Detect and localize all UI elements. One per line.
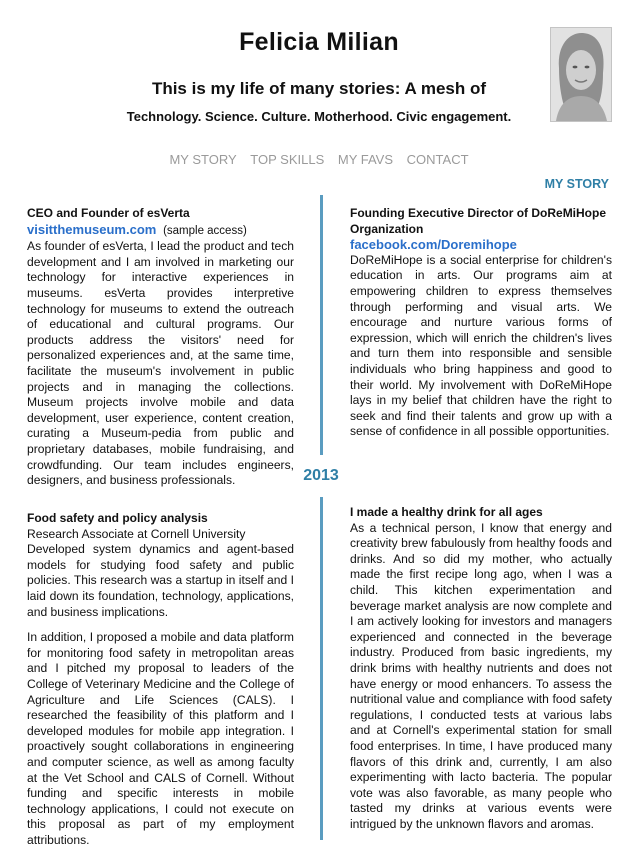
entry-healthy-drink	[350, 505, 612, 832]
timeline-line	[320, 195, 323, 840]
nav-my-story[interactable]: MY STORY	[169, 152, 237, 167]
entry-role: Research Associate at Cornell University	[27, 526, 246, 541]
main-nav	[0, 152, 638, 167]
timeline-year: 2013	[292, 455, 350, 497]
subtagline: Technology. Science. Culture. Motherhood. Civic engagement.	[126, 109, 512, 124]
entry-esverta	[27, 206, 294, 489]
entry-body: DoReMiHope is a social enterprise for children's education in arts. Our programs aim at empowering children to express themselves through performing and visual arts. We encourage and nurture various forms of expression, which will enrich the children's lives and turn them into responsible and sensible individuals who bring happiness and good to their world. My involvement with DoReMiHope lays in my belief that children have the right to seek and find their talents and grow up with a sense of confidence in all possible opportunities.	[350, 252, 612, 439]
entry-body: As founder of esVerta, I lead the product and tech development and I am involved in marketing our technology for interactive experiences in museums. esVerta provides interpretive technology for museums to extend the outreach of educational and cultural programs. Our products address the visitors' need for personalized experiences and, at the same time, facilitate the museum's involvement in public projects and in managing the collections. Museum projects involve mobile and data development, user experience, content creation, curating a Museum-pedia from public and proprietary databases, mobile fundraising, and crowdfunding. Our team includes engineers, designers, and business professionals.	[27, 239, 294, 488]
entry-doremihope	[350, 206, 612, 440]
entry-body: As a technical person, I know that energy and creativity brew fabulously from healthy foods and drinks. And so did my mother, who actually made the first recipe long ago, when I was a child. This kitchen experimentation and beverage market analysis are now complete and I am actively looking for investors and managers experienced and connected in the beverage industry. Produced from basic ingredients, my drink brims with healthy nutrients and does not have energy or mood enhancers. To assess the nutritional value and compliance with food safety regulations, I conducted tests at various labs and at Cornell's experimental station for small food enterprises. In time, I have produced many flavors of this drink and, currently, I am also experimenting with lacto bacteria. The popular vote was also favorable, as many people who tasted my drinks at various events were intrigued by the unknown flavors and aromas.	[350, 520, 612, 831]
entry-food-safety	[27, 511, 294, 848]
tagline: This is my life of many stories: A mesh of	[151, 79, 487, 98]
profile-name: Felicia Milian	[239, 28, 399, 56]
nav-my-favs[interactable]: MY FAVS	[337, 152, 394, 167]
nav-contact[interactable]: CONTACT	[406, 152, 469, 167]
section-label: MY STORY	[544, 177, 609, 191]
entry-body: Developed system dynamics and agent-based models for studying food safety and public policies. This research was a startup in itself and I laid down its foundation, technology, applications, and business implications.	[27, 542, 294, 619]
nav-top-skills[interactable]: TOP SKILLS	[250, 152, 325, 167]
profile-photo	[550, 27, 612, 122]
entry-title: CEO and Founder of esVerta	[27, 206, 190, 220]
esverta-link[interactable]: visitthemuseum.com	[27, 221, 157, 237]
entry-body-continued: In addition, I proposed a mobile and data platform for monitoring food safety in metropolitan areas and I pitched my proposal to leaders of the College of Veterinary Medicine and the College of Agriculture and Life Sciences (CALS). I researched the feasibility of this platform and I developed modules for mobile app integration. I proactively sought collaborations in engineering and computer science, as well as among faculty at the Vet School and CALS of Cornell. Without funding and specific interests in mobile technology applications, I could not execute on this proposal as part of my employment attributions.	[27, 630, 294, 847]
link-note: (sample access)	[163, 224, 247, 237]
doremihope-link[interactable]: facebook.com/Doremihope	[350, 237, 517, 253]
entry-title: Food safety and policy analysis	[27, 511, 208, 525]
entry-title: Founding Executive Director of DoReMiHope Organization	[350, 206, 607, 236]
entry-title: I made a healthy drink for all ages	[350, 505, 543, 519]
